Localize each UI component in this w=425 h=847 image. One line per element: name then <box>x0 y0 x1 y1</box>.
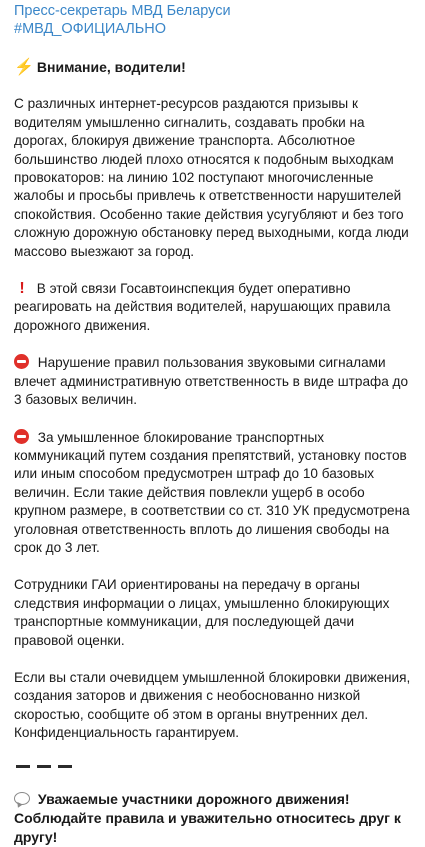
speech-bubble-icon <box>14 792 30 805</box>
lightning-icon: ⚡ <box>14 59 34 76</box>
no-entry-icon <box>14 354 29 369</box>
dash-separator <box>58 765 72 768</box>
hashtag-link[interactable]: #МВД_ОФИЦИАЛЬНО <box>14 21 167 37</box>
closing-message <box>14 790 413 847</box>
paragraph-1: С различных интернет-ресурсов раздаются призывы к водителям умышленно сигналить, создавать пробки на дорогах, блокируя движение транспорта. Абсолютное большинство людей плохо относятся к подобным выходкам провокаторов: на линию 102 поступают многочисленные жалобы и просьбы привлечь к ответственности нарушителей спокойствия. Особенно такие действия усугубляют и без того сложную дорожную обстановку перед выходными, когда люди массово выезжают за город. <box>14 96 409 259</box>
closing-text: Уважаемые участники дорожного движения! Соблюдайте правила и уважительно относитесь друг к другу! <box>14 790 401 845</box>
paragraph-5: Сотрудники ГАИ ориентированы на передачу в органы следствия информации о лицах, умышленно блокирующих транспортные коммуникации, для последующей дачи правовой оценки. <box>14 577 390 648</box>
paragraph-4-text: За умышленное блокирование транспортных коммуникаций путем создания препятствий, установку постов или иным способом предусмотрен штраф до 10 базовых величин. Если такие действия повлекли ущерб в особо крупном размере, в соответствии со ст. 310 УК предусмотрена уголовная ответственность вплоть до лишения свободы на срок до 3 лет. <box>14 429 410 555</box>
paragraph-3 <box>14 354 413 409</box>
headline-text: Внимание, водители! <box>36 59 186 75</box>
channel-name-link[interactable]: Пресс-секретарь МВД Беларуси <box>14 3 231 19</box>
no-entry-icon <box>14 429 29 444</box>
paragraph-2 <box>14 280 413 335</box>
dash-separator <box>16 765 30 768</box>
paragraph-2-text: В этой связи Госавтоинспекция будет оперативно реагировать на действия водителей, нарушающих правила дорожного движения. <box>14 281 391 333</box>
dash-separator <box>37 765 51 768</box>
paragraph-6: Если вы стали очевидцем умышленной блокировки движения, создания заторов и движения с необоснованно низкой скоростью, сообщите об этом в органы внутренних дел. Конфиденциальность гарантируем. <box>14 669 411 741</box>
headline <box>14 58 413 77</box>
paragraph-4 <box>14 429 413 558</box>
exclamation-icon: ! <box>19 280 25 298</box>
paragraph-3-text: Нарушение правил пользования звуковыми сигналами влечет административную ответственность в виде штрафа до 3 базовых величин. <box>14 355 409 408</box>
